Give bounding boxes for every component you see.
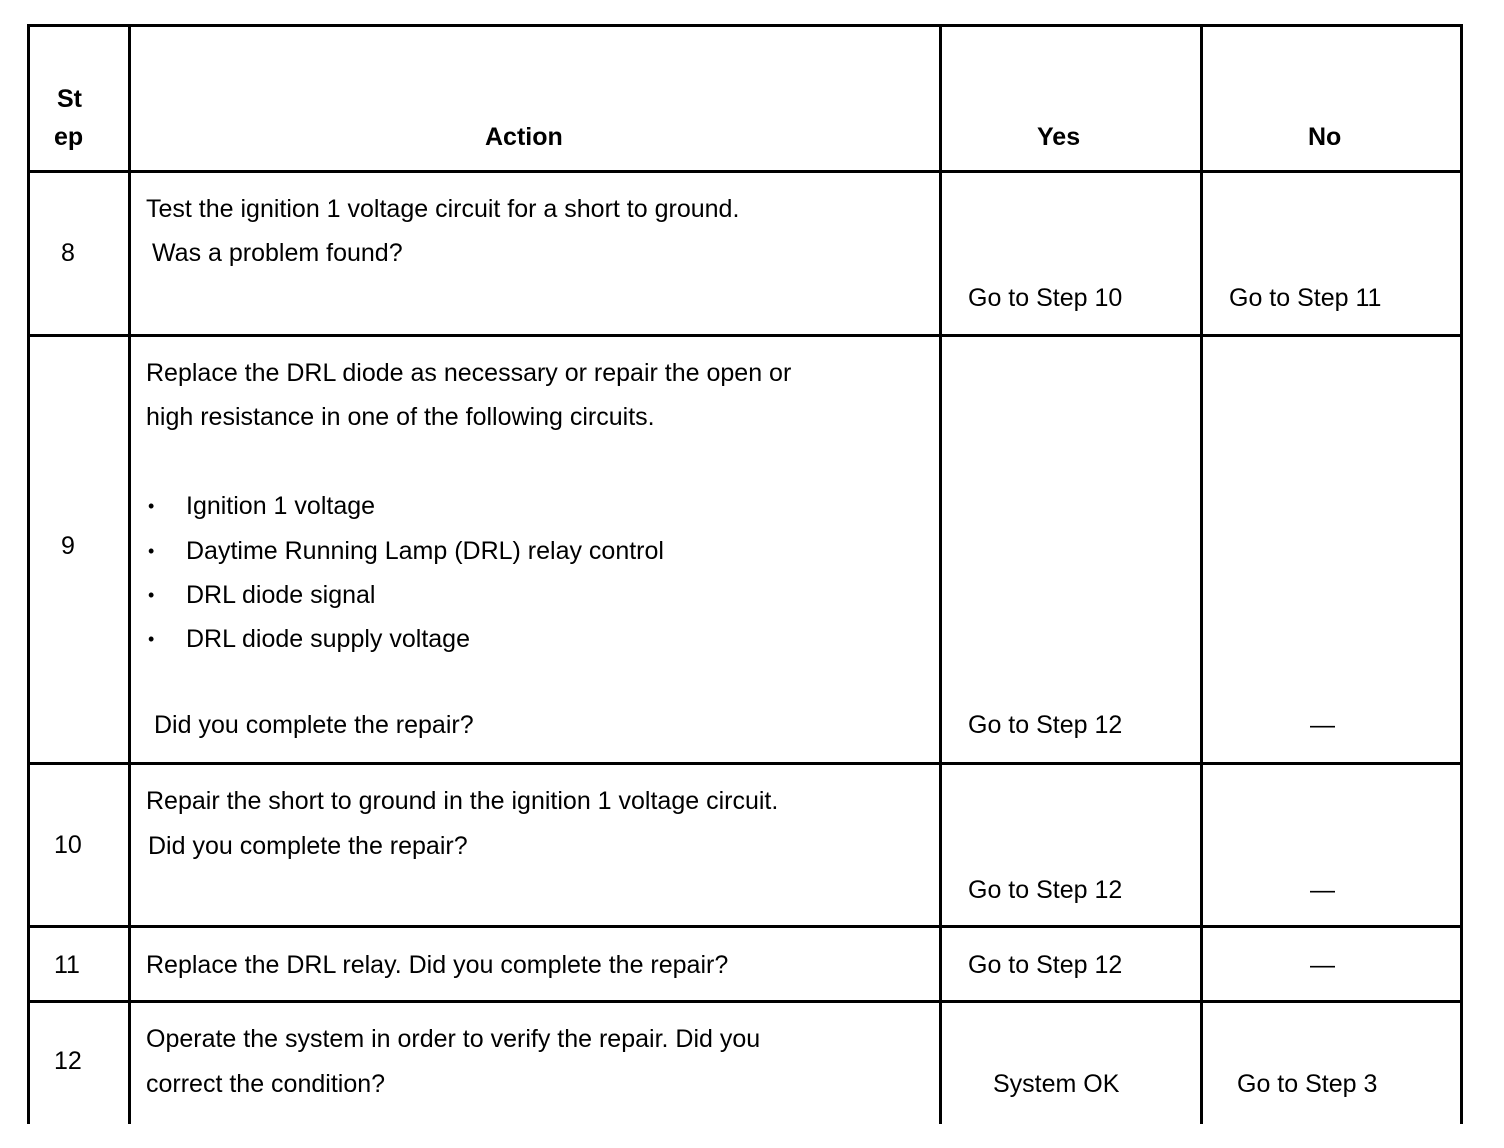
diagnostic-table (27, 24, 1463, 1124)
list-item: DRL diode signal (186, 581, 376, 609)
yes-cell: Go to Step 12 (968, 711, 1123, 739)
row-divider (27, 762, 1463, 765)
action-text: Replace the DRL diode as necessary or repair the open or (146, 359, 792, 387)
bullet-marker: • (148, 541, 155, 561)
header-no: No (1308, 123, 1342, 151)
no-cell: — (1310, 876, 1335, 904)
row-divider (27, 334, 1463, 337)
header-yes: Yes (1037, 123, 1081, 151)
table-border-right (1460, 24, 1463, 1124)
column-divider (939, 24, 942, 1124)
action-text: high resistance in one of the following circuits. (146, 403, 655, 431)
header-step-line1: St (57, 85, 82, 113)
table-border-top (27, 24, 1463, 27)
step-number: 10 (54, 831, 82, 859)
action-question: Was a problem found? (152, 239, 403, 267)
header-action: Action (485, 123, 563, 151)
step-number: 11 (54, 951, 80, 979)
header-divider (27, 170, 1463, 173)
step-number: 9 (61, 532, 75, 560)
action-text: Repair the short to ground in the ignition 1 voltage circuit. (146, 787, 779, 815)
bullet-marker: • (148, 585, 155, 605)
no-cell: Go to Step 3 (1237, 1070, 1378, 1098)
yes-cell: System OK (993, 1070, 1120, 1098)
no-cell: Go to Step 11 (1229, 284, 1382, 312)
action-text: Operate the system in order to verify the repair. Did you (146, 1025, 761, 1053)
step-number: 8 (61, 239, 75, 267)
action-question: Did you complete the repair? (154, 711, 474, 739)
no-cell: — (1310, 711, 1335, 739)
yes-cell: Go to Step 12 (968, 876, 1123, 904)
action-text: Test the ignition 1 voltage circuit for a short to ground. (146, 195, 740, 223)
yes-cell: Go to Step 10 (968, 284, 1123, 312)
list-item: Ignition 1 voltage (186, 492, 376, 520)
action-text: correct the condition? (146, 1070, 386, 1098)
list-item: DRL diode supply voltage (186, 625, 470, 653)
list-item: Daytime Running Lamp (DRL) relay control (186, 537, 664, 565)
bullet-marker: • (148, 629, 155, 649)
no-cell: — (1310, 951, 1335, 979)
column-divider (128, 24, 131, 1124)
row-divider (27, 925, 1463, 928)
header-step-line2: ep (54, 123, 84, 151)
bullet-marker: • (148, 496, 155, 516)
row-divider (27, 1000, 1463, 1003)
table-border-left (27, 24, 30, 1124)
yes-cell: Go to Step 12 (968, 951, 1123, 979)
column-divider (1200, 24, 1203, 1124)
step-number: 12 (54, 1047, 82, 1075)
action-text: Replace the DRL relay. Did you complete the repair? (146, 951, 729, 979)
action-question: Did you complete the repair? (148, 832, 468, 860)
